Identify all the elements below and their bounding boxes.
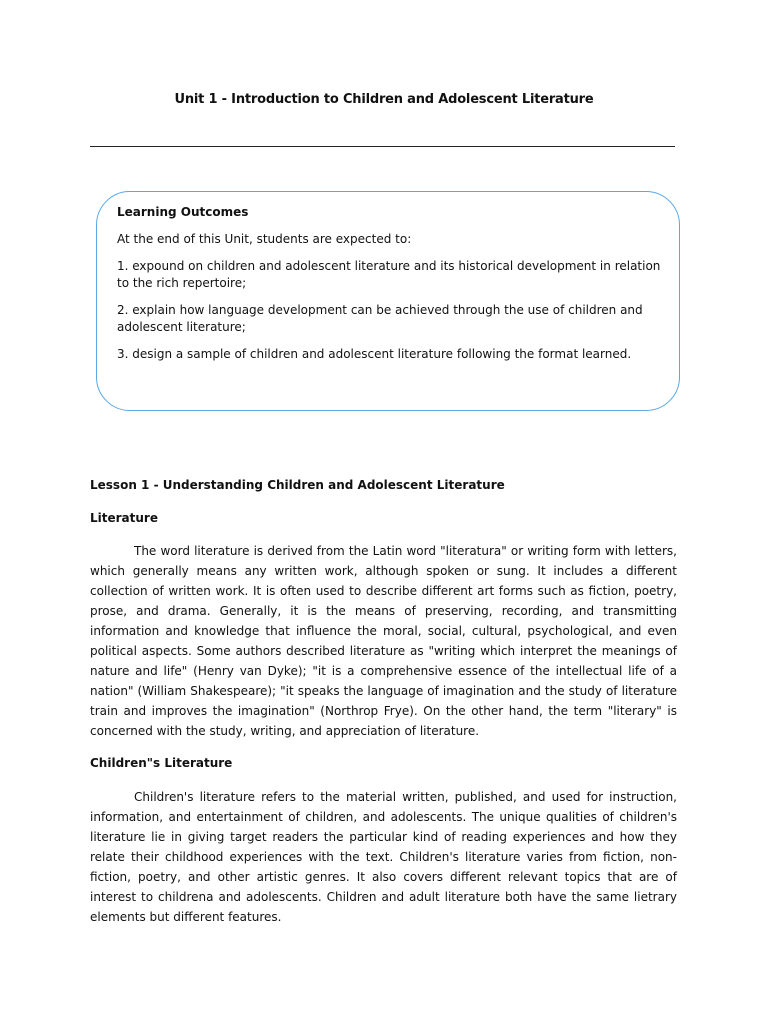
section-paragraph-literature — [90, 541, 677, 741]
section-heading-childrens-literature: Children"s Literature — [90, 756, 233, 770]
learning-outcomes-heading: Learning Outcomes — [117, 205, 249, 219]
learning-outcomes-intro: At the end of this Unit, students are expected to: — [117, 232, 412, 246]
learning-outcome-item: 3. design a sample of children and adolescent literature following the format learned. — [117, 347, 632, 361]
unit-title: Unit 1 - Introduction to Children and Adolescent Literature — [174, 92, 594, 107]
section-heading-literature: Literature — [90, 511, 158, 525]
paragraph-text: Children's literature refers to the material written, published, and used for instruction, information, and entertainment of children, and adolescents. The unique qualities of children's literature lie in giving target readers the particular kind of reading experiences and how they relate their childhood experiences with the text. Children's literature varies from fiction, non-fiction, poetry, and other artistic genres. It also covers different relevant topics that are of interest to childrena and adolescents. Children and adult literature both have the same lietrary elements but different features. — [90, 790, 677, 924]
section-paragraph-childrens-literature — [90, 787, 677, 927]
paragraph-text: The word literature is derived from the Latin word "literatura" or writing form with letters, which generally means any written work, although spoken or sung. It includes a different collection of written work. It is often used to describe different art forms such as fiction, poetry, prose, and drama. Generally, it is the means of preserving, recording, and transmitting information and knowledge that influence the moral, social, cultural, psychological, and even political aspects. Some authors described literature as "writing which interpret the meanings of nature and life" (Henry van Dyke); "it is a comprehensive essence of the intellectual life of a nation" (William Shakespeare); "it speaks the language of imagination and the study of literature train and improves the imagination" (Northrop Frye). On the other hand, the term "literary" is concerned with the study, writing, and appreciation of literature. — [90, 544, 677, 738]
learning-outcome-item: 1. expound on children and adolescent literature and its historical development in relation to the rich repertoire; — [117, 259, 661, 290]
lesson-heading: Lesson 1 - Understanding Children and Adolescent Literature — [90, 478, 505, 492]
learning-outcomes-box — [96, 191, 680, 411]
learning-outcome-item: 2. explain how language development can be achieved through the use of children and adolescent literature; — [117, 303, 643, 334]
title-rule: __________________________________________________________________________________________ — [90, 133, 675, 148]
learning-outcomes-content — [117, 204, 665, 373]
